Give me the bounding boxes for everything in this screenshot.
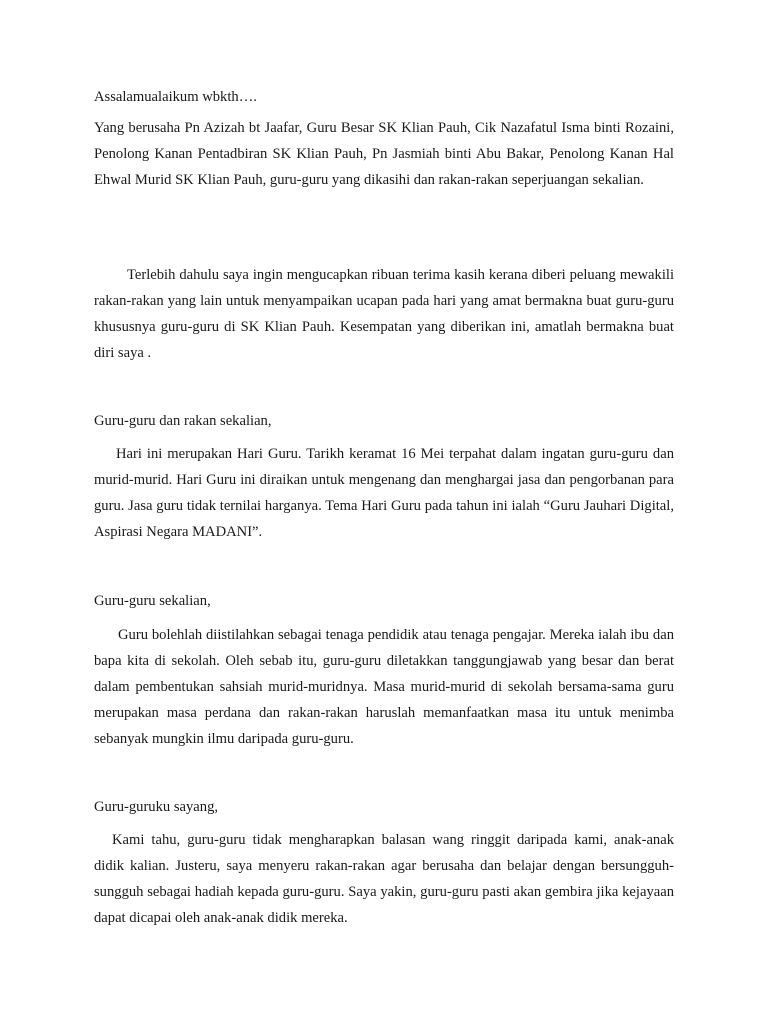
salutation: Assalamualaikum wbkth…. [94,89,257,105]
paragraph-tenaga-pendidik: Guru bolehlah diistilahkan sebagai tenaga pendidik atau tenaga pengajar. Mereka ialah ibu dan bapa kita di sekolah. Oleh sebab itu, guru-guru diletakkan tanggungjawab yang besar dan berat dalam pembentukan sahsiah murid-muridnya. Masa murid-murid di sekolah bersama-sama guru merupakan masa perdana dan rakan-rakan haruslah memanfaatkan masa itu untuk menimba sebanyak mungkin ilmu daripada guru-guru. [94,627,674,747]
paragraph-hadiah: Kami tahu, guru-guru tidak mengharapkan balasan wang ringgit daripada kami, anak-anak didik kalian. Justeru, saya menyeru rakan-rakan agar berusaha dan belajar dengan bersungguh-sungguh sebagai hadiah kepada guru-guru. Saya yakin, guru-guru pasti akan gembira jika kejayaan dapat dicapai oleh anak-anak didik mereka. [94,832,674,926]
heading-guru-dan-rakan: Guru-guru dan rakan sekalian, [94,413,272,429]
paragraph-hari-guru: Hari ini merupakan Hari Guru. Tarikh keramat 16 Mei terpahat dalam ingatan guru-guru dan murid-murid. Hari Guru ini diraikan untuk mengenang dan menghargai jasa dan pengorbanan para guru. Jasa guru tidak ternilai harganya. Tema Hari Guru pada tahun ini ialah “Guru Jauhari Digital, Aspirasi Negara MADANI”. [94,446,674,540]
heading-guruku-sayang: Guru-guruku sayang, [94,799,219,815]
paragraph-greeting: Yang berusaha Pn Azizah bt Jaafar, Guru Besar SK Klian Pauh, Cik Nazafatul Isma binti Rozaini, Penolong Kanan Pentadbiran SK Klian Pauh, Pn Jasmiah binti Abu Bakar, Penolong Kanan Hal Ehwal Murid SK Klian Pauh, guru-guru yang dikasihi dan rakan-rakan seperjuangan sekalian. [94,120,674,188]
heading-guru-sekalian: Guru-guru sekalian, [94,593,211,609]
paragraph-thanks: Terlebih dahulu saya ingin mengucapkan ribuan terima kasih kerana diberi peluang mewakili rakan-rakan yang lain untuk menyampaikan ucapan pada hari yang amat bermakna buat guru-guru khususnya guru-guru di SK Klian Pauh. Kesempatan yang diberikan ini, amatlah bermakna buat diri saya . [94,267,674,361]
